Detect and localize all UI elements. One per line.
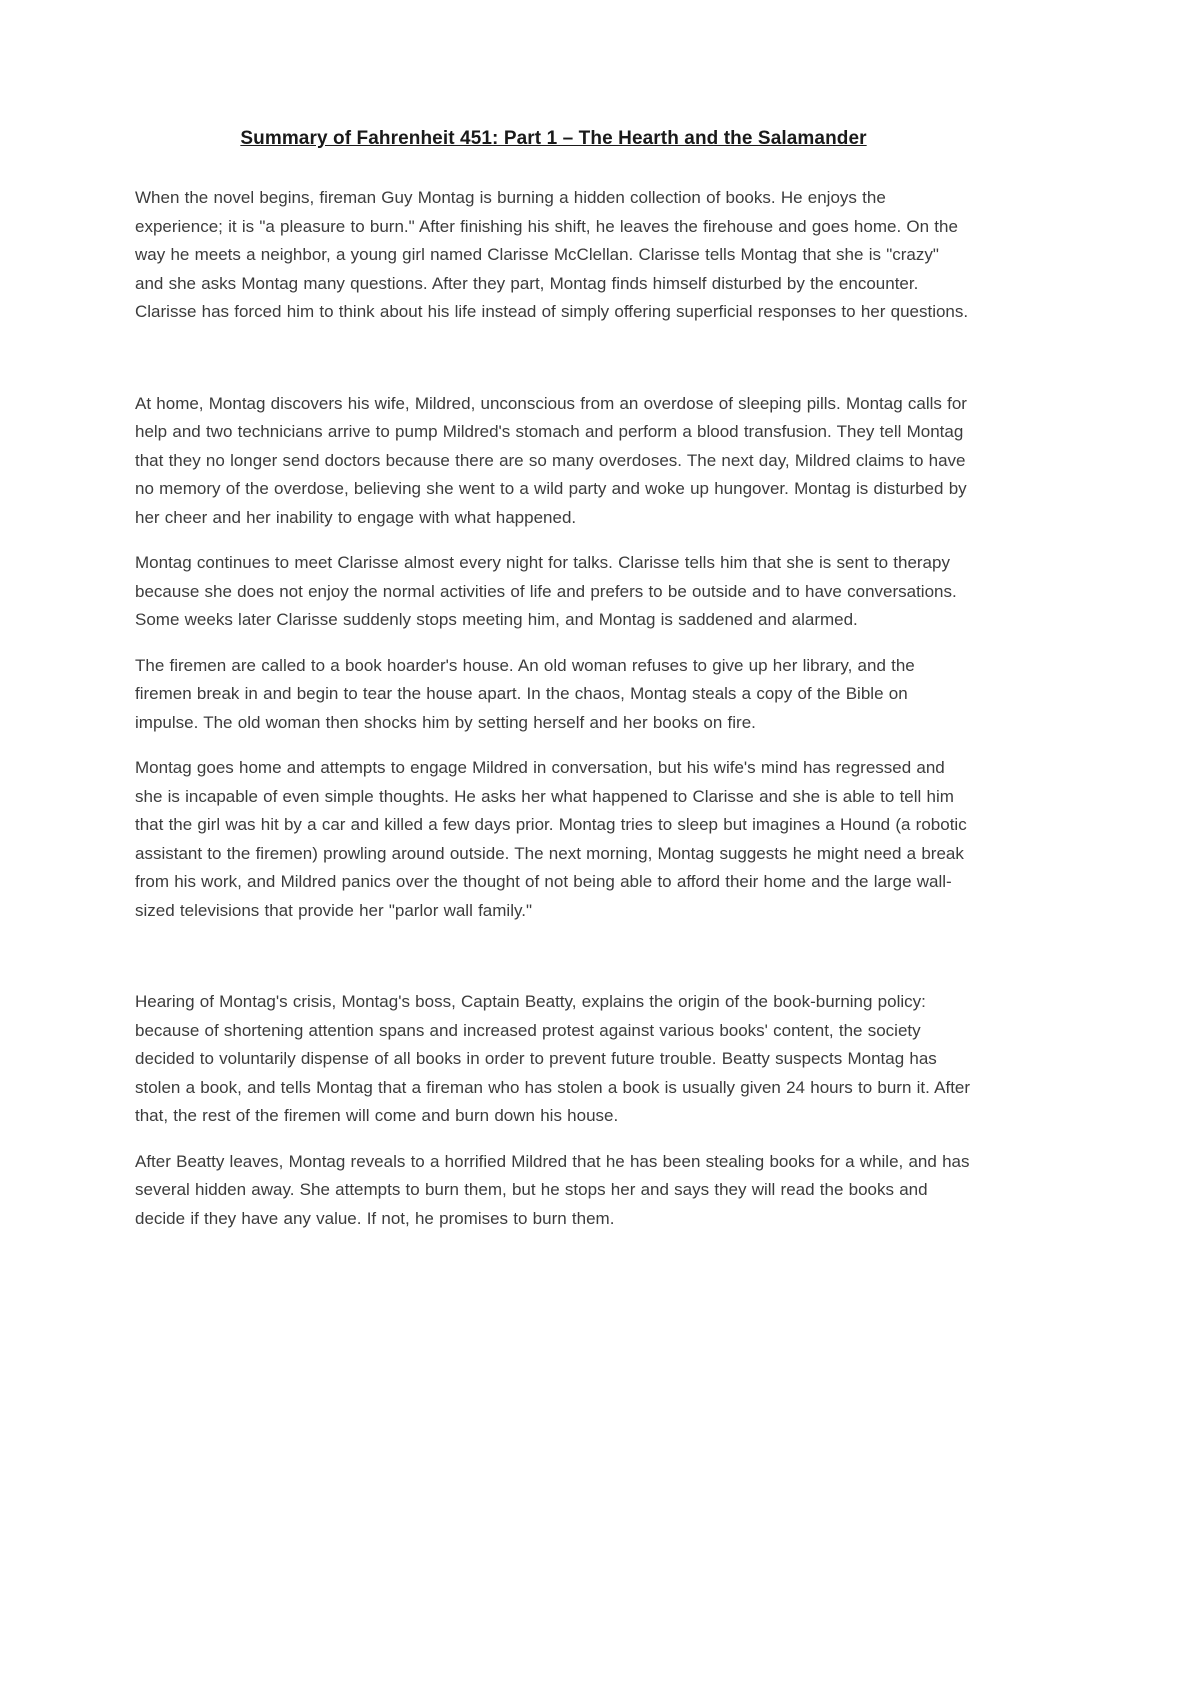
paragraph-montag-home: Montag goes home and attempts to engage Mildred in conversation, but his wife's mind has regressed and she is incapable of even simple thoughts. He asks her what happened to Clarisse and she is able to tell him that the girl was hit by a car and killed a few days prior. Montag tries to sleep but imagines a Hound (a robotic assistant to the firemen) prowling around outside. The next morning, Montag suggests he might need a break from his work, and Mildred panics over the thought of not being able to afford their home and the large wall-sized televisions that provide her "parlor wall family.": [135, 758, 967, 920]
paragraph-book-hoarder: The firemen are called to a book hoarder's house. An old woman refuses to give up her library, and the firemen break in and begin to tear the house apart. In the chaos, Montag steals a copy of the Bible on impulse. The old woman then shocks him by setting herself and her books on fire.: [135, 655, 915, 732]
paragraph-beatty-visit: Hearing of Montag's crisis, Montag's boss, Captain Beatty, explains the origin of the book-burning policy: because of shortening attention spans and increased protest against various books' content, the society decided to voluntarily dispense of all books in order to prevent future trouble. Beatty suspects Montag has stolen a book, and tells Montag that a fireman who has stolen a book is usually given 24 hours to burn it. After that, the rest of the firemen will come and burn down his house.: [135, 992, 971, 1125]
paragraph-opening: When the novel begins, fireman Guy Montag is burning a hidden collection of books. He enjoys the experience; it is "a pleasure to burn." After finishing his shift, he leaves the firehouse and goes home. On the way he meets a neighbor, a young girl named Clarisse McClellan. Clarisse tells Montag that she is "crazy" and she asks Montag many questions. After they part, Montag finds himself disturbed by the encounter. Clarisse has forced him to think about his life instead of simply offering superficial responses to her questions.: [135, 188, 969, 321]
paragraph-montag-reveals: After Beatty leaves, Montag reveals to a horrified Mildred that he has been stealing books for a while, and has several hidden away. She attempts to burn them, but he stops her and says they will read the books and decide if they have any value. If not, he promises to burn them.: [135, 1151, 970, 1228]
paragraph-mildred-overdose: At home, Montag discovers his wife, Mildred, unconscious from an overdose of sleeping pills. Montag calls for help and two technicians arrive to pump Mildred's stomach and perform a blood transfusion. They tell Montag that they no longer send doctors because there are so many overdoses. The next day, Mildred claims to have no memory of the overdose, believing she went to a wild party and woke up hungover. Montag is disturbed by her cheer and her inability to engage with what happened.: [135, 393, 967, 527]
document-title: Summary of Fahrenheit 451: Part 1 – The Hearth and the Salamander: [240, 128, 867, 149]
paragraph-clarisse-talks: Montag continues to meet Clarisse almost every night for talks. Clarisse tells him that she is sent to therapy because she does not enjoy the normal activities of life and prefers to be outside and to have conversations. Some weeks later Clarisse suddenly stops meeting him, and Montag is saddened and alarmed.: [135, 553, 957, 629]
